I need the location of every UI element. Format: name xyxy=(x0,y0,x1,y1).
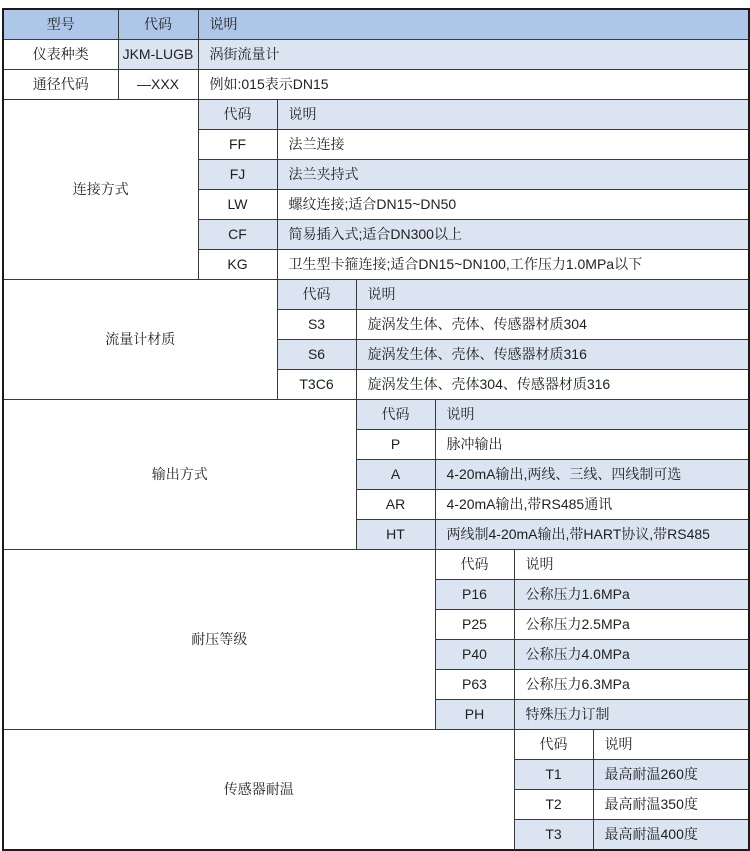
desc-cell: 公称压力4.0MPa xyxy=(514,640,749,670)
desc-cell: 简易插入式;适合DN300以上 xyxy=(277,220,749,250)
desc-cell: 最高耐温400度 xyxy=(593,820,749,851)
code-instrument-type: JKM-LUGB xyxy=(118,40,198,70)
section-label-output-mode: 输出方式 xyxy=(3,400,356,550)
desc-cell: 旋涡发生体、壳体、传感器材质304 xyxy=(356,310,749,340)
section-label-connection-type: 连接方式 xyxy=(3,100,198,280)
code-cell: P25 xyxy=(435,610,514,640)
table-row xyxy=(3,730,749,760)
desc-cell: 旋涡发生体、壳体304、传感器材质316 xyxy=(356,370,749,400)
section-label-pressure-rating: 耐压等级 xyxy=(3,550,435,730)
desc-cell: 最高耐温350度 xyxy=(593,790,749,820)
code-cell: PH xyxy=(435,700,514,730)
code-cell: FJ xyxy=(198,160,277,190)
sub-header-desc: 说明 xyxy=(514,550,749,580)
code-cell: P40 xyxy=(435,640,514,670)
desc-cell: 法兰连接 xyxy=(277,130,749,160)
header-description: 说明 xyxy=(198,9,749,40)
header-code: 代码 xyxy=(118,9,198,40)
sub-header-desc: 说明 xyxy=(593,730,749,760)
table-row xyxy=(3,400,749,430)
desc-cell: 最高耐温260度 xyxy=(593,760,749,790)
code-cell: AR xyxy=(356,490,435,520)
code-cell: S6 xyxy=(277,340,356,370)
desc-cell: 公称压力2.5MPa xyxy=(514,610,749,640)
section-label-material: 流量计材质 xyxy=(3,280,277,400)
header-model: 型号 xyxy=(3,9,118,40)
desc-cell: 公称压力6.3MPa xyxy=(514,670,749,700)
code-cell: A xyxy=(356,460,435,490)
desc-diameter-code: 例如:015表示DN15 xyxy=(198,70,749,100)
code-cell: FF xyxy=(198,130,277,160)
desc-cell: 螺纹连接;适合DN15~DN50 xyxy=(277,190,749,220)
code-cell: T2 xyxy=(514,790,593,820)
sub-header-desc: 说明 xyxy=(277,100,749,130)
table-row xyxy=(3,280,749,310)
code-cell: P63 xyxy=(435,670,514,700)
desc-cell: 公称压力1.6MPa xyxy=(514,580,749,610)
code-cell: P xyxy=(356,430,435,460)
table-row xyxy=(3,100,749,130)
desc-cell: 脉冲输出 xyxy=(435,430,749,460)
sub-header-desc: 说明 xyxy=(356,280,749,310)
code-cell: T3C6 xyxy=(277,370,356,400)
sub-header-code: 代码 xyxy=(514,730,593,760)
table-row xyxy=(3,550,749,580)
table-row xyxy=(3,40,749,70)
desc-cell: 两线制4-20mA输出,带HART协议,带RS485 xyxy=(435,520,749,550)
code-cell: T3 xyxy=(514,820,593,851)
table-header-row xyxy=(3,9,749,40)
desc-cell: 特殊压力订制 xyxy=(514,700,749,730)
desc-cell: 卫生型卡箍连接;适合DN15~DN100,工作压力1.0MPa以下 xyxy=(277,250,749,280)
label-instrument-type: 仪表种类 xyxy=(3,40,118,70)
sub-header-code: 代码 xyxy=(277,280,356,310)
model-selection-table xyxy=(2,8,750,851)
table-row xyxy=(3,70,749,100)
code-cell: S3 xyxy=(277,310,356,340)
code-cell: KG xyxy=(198,250,277,280)
desc-cell: 4-20mA输出,两线、三线、四线制可选 xyxy=(435,460,749,490)
sub-header-code: 代码 xyxy=(198,100,277,130)
code-cell: CF xyxy=(198,220,277,250)
code-cell: LW xyxy=(198,190,277,220)
code-cell: P16 xyxy=(435,580,514,610)
desc-cell: 旋涡发生体、壳体、传感器材质316 xyxy=(356,340,749,370)
section-label-sensor-temperature: 传感器耐温 xyxy=(3,730,514,851)
sub-header-code: 代码 xyxy=(356,400,435,430)
label-diameter-code: 通径代码 xyxy=(3,70,118,100)
code-diameter-code: —XXX xyxy=(118,70,198,100)
sub-header-desc: 说明 xyxy=(435,400,749,430)
desc-cell: 法兰夹持式 xyxy=(277,160,749,190)
desc-instrument-type: 涡街流量计 xyxy=(198,40,749,70)
desc-cell: 4-20mA输出,带RS485通讯 xyxy=(435,490,749,520)
sub-header-code: 代码 xyxy=(435,550,514,580)
code-cell: HT xyxy=(356,520,435,550)
code-cell: T1 xyxy=(514,760,593,790)
